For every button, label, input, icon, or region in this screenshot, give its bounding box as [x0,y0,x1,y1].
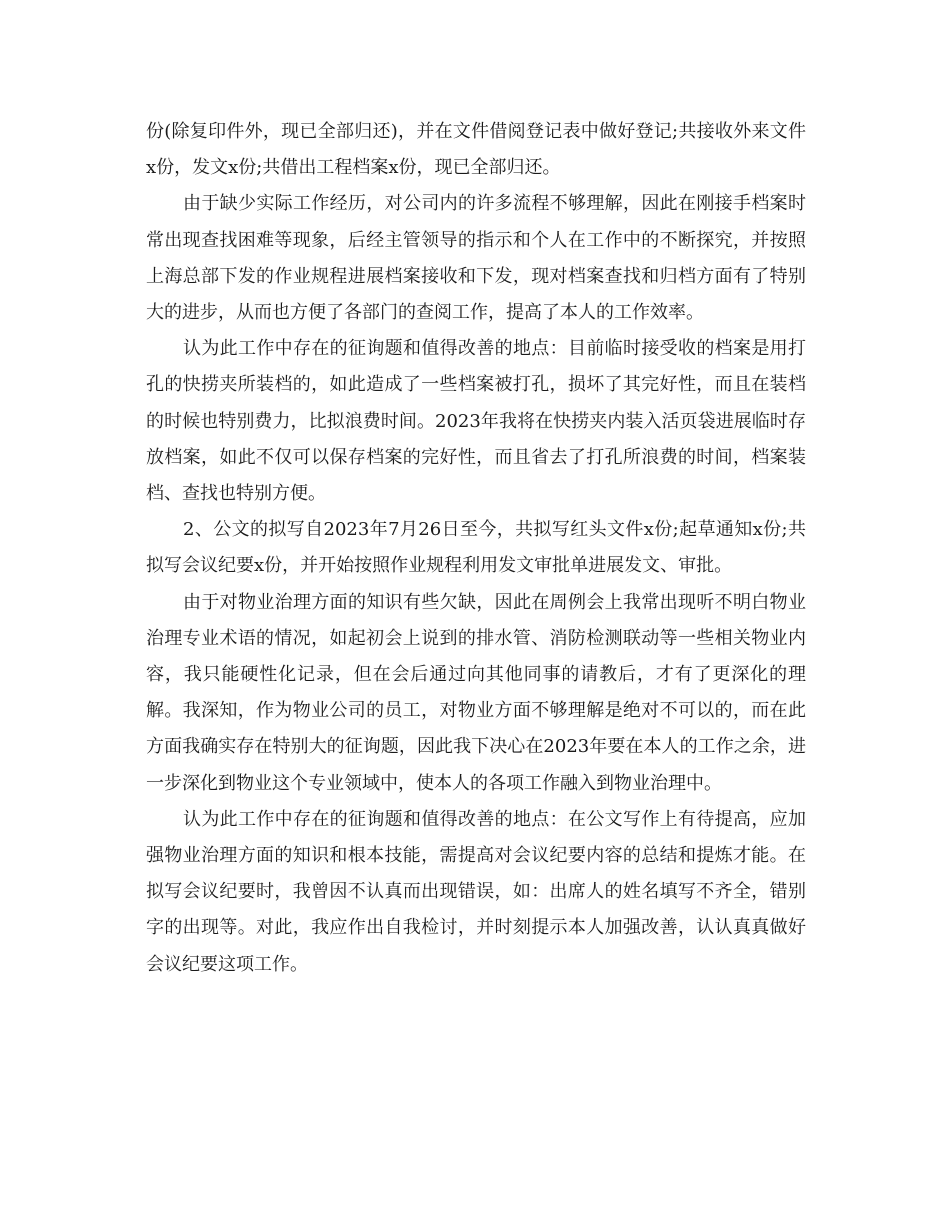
paragraph: 由于缺少实际工作经历，对公司内的许多流程不够理解，因此在刚接手档案时常出现查找困难等现象，后经主管领导的指示和个人在工作中的不断探究，并按照上海总部下发的作业规程进展档案接收和下发，现对档案查找和归档方面有了特别大的进步，从而也方便了各部门的查阅工作，提高了本人的工作效率。 [146,193,806,324]
paragraph: 认为此工作中存在的征询题和值得改善的地点：在公文写作上有待提高，应加强物业治理方面的知识和根本技能，需提高对会议纪要内容的总结和提炼才能。在拟写会议纪要时，我曾因不认真而出现错误，如：出席人的姓名填写不齐全，错别字的出现等。对此，我应作出自我检讨，并时刻提示本人加强改善，认认真真做好会议纪要这项工作。 [146,808,806,975]
paragraph: 2、公文的拟写自2023年7月26日至今，共拟写红头文件x份;起草通知x份;共拟写会议纪要x份，并开始按照作业规程利用发文审批单进展发文、审批。 [146,519,806,577]
paragraph-continuation: 份(除复印件外，现已全部归还)，并在文件借阅登记表中做好登记;共接收外来文件x份，发文x份;共借出工程档案x份，现已全部归还。 [146,121,806,179]
paragraph: 由于对物业治理方面的知识有些欠缺，因此在周例会上我常出现听不明白物业治理专业术语的情况，如起初会上说到的排水管、消防检测联动等一些相关物业内容，我只能硬性化记录，但在会后通过向其他同事的请教后，才有了更深化的理解。我深知，作为物业公司的员工，对物业方面不够理解是绝对不可以的，而在此方面我确实存在特别大的征询题，因此我下决心在2023年要在本人的工作之余，进一步深化到物业这个专业领域中，使本人的各项工作融入到物业治理中。 [146,591,806,794]
paragraph: 认为此工作中存在的征询题和值得改善的地点：目前临时接受收的档案是用打孔的快捞夹所装档的，如此造成了一些档案被打孔，损坏了其完好性，而且在装档的时候也特别费力，比拟浪费时间。2023年我将在快捞夹内装入活页袋进展临时存放档案，如此不仅可以保存档案的完好性，而且省去了打孔所浪费的时间，档案装档、查找也特别方便。 [146,338,806,505]
document-body [146,114,806,983]
